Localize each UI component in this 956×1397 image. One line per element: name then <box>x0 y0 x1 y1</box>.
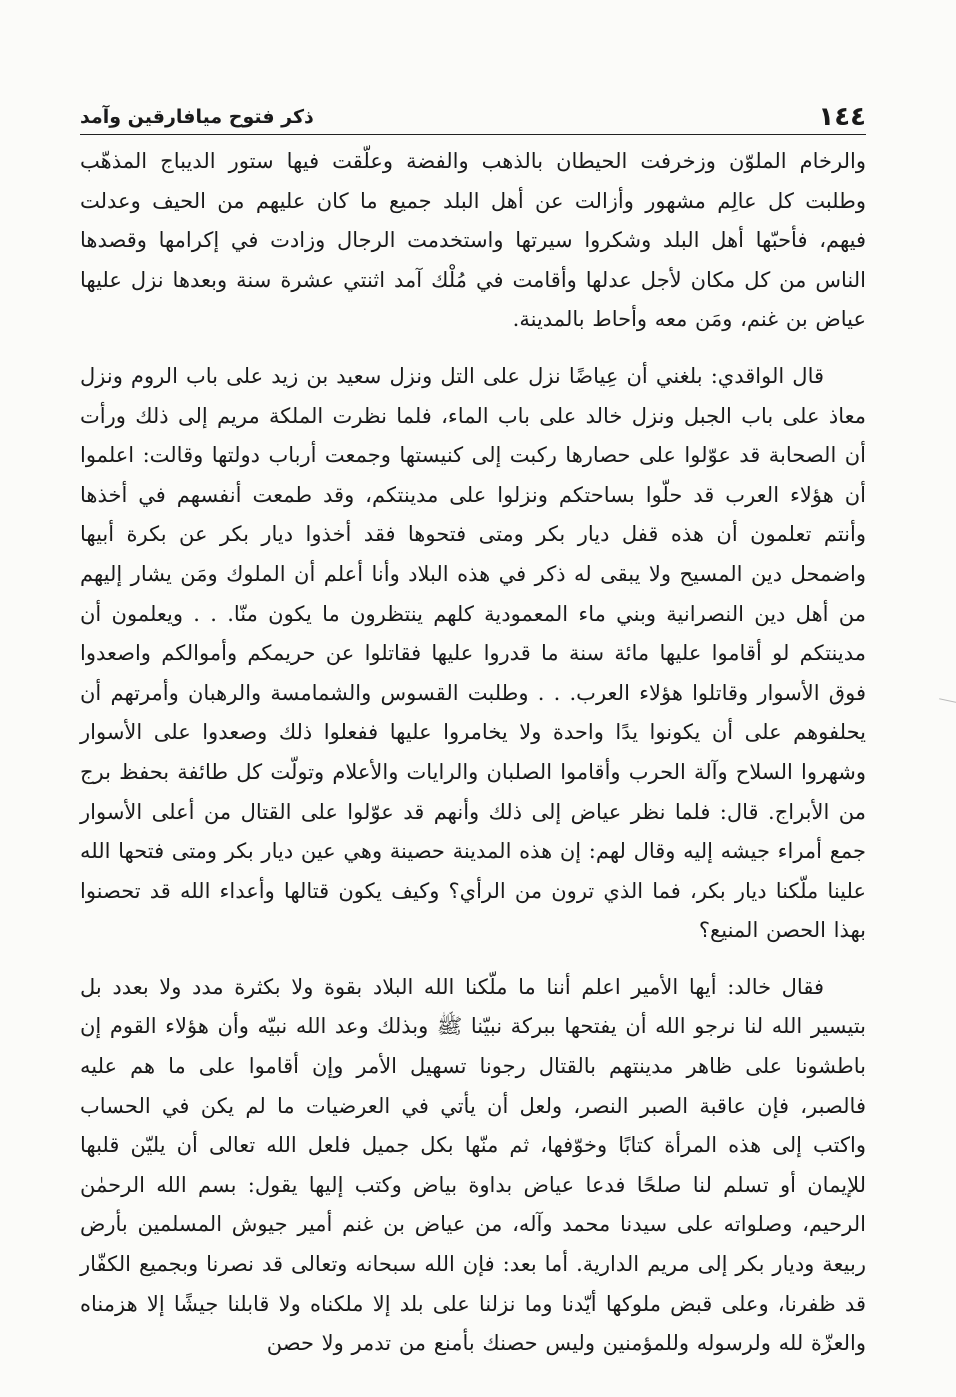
page-number: ١٤٤ <box>818 102 866 132</box>
running-title: ذكر فتوح ميافارقين وآمد <box>80 106 314 128</box>
page-header <box>80 94 866 134</box>
paragraph-2: قال الواقدي: بلغني أن عِياضًا نزل على التل ونزل سعيد بن زيد على باب الروم ونزل معاذ على باب الجبل ونزل خالد على باب الماء، فلما نظرت الملكة مريم إلى ذلك ورأت أن الصحابة قد عوّلوا على حصارها ركبت إلى كنيستها وجمعت أرباب دولتها وقالت: اعلموا أن هؤلاء العرب قد حلّوا بساحتكم ونزلوا على مدينتكم، وقد طمعت أنفسهم في أخذها وأنتم تعلمون أن هذه قفل ديار بكر ومتى فتحوها فقد أخذوا ديار بكر عن بكرة أبيها واضمحل دين المسيح ولا يبقى له ذكر في هذه البلاد وأنا أعلم أن الملوك ومَن يشار إليهم من أهل دين النصرانية وبني ماء المعمودية كلهم ينتظرون ما يكون منّا. . . ويعلمون أن مدينتكم لو أقاموا عليها مائة سنة ما قدروا عليها فقاتلوا عن حريمكم وأموالكم واصعدوا فوق الأسوار وقاتلوا هؤلاء العرب. . . وطلبت القسوس والشمامسة والرهبان وأمرتهم أن يحلفوهم على أن يكونوا يدًا واحدة ولا يخامروا عليها ففعلوا ذلك وصعدوا على الأسوار وشهروا السلاح وآلة الحرب وأقاموا الصلبان والرايات والأعلام وتولّت كل طائفة بحفظ برج من الأبراج. قال: فلما نظر عياض إلى ذلك وأنهم قد عوّلوا على القتال من أعلى الأسوار جمع أمراء جيشه إليه وقال لهم: إن هذه المدينة حصينة وهي عين ديار بكر ومتى فتحها الله علينا ملّكنا ديار بكر، فما الذي ترون من الرأي؟ وكيف يكون قتالها وأعداء الله قد تحصنوا بهذا الحصن المنيع؟ <box>80 363 866 943</box>
main-text <box>80 142 866 1364</box>
scan-artifact <box>937 698 956 713</box>
paragraph-3: فقال خالد: أيها الأمير اعلم أننا ما ملّكنا الله البلاد بقوة ولا بكثرة مدد ولا بعدد بل بتيسير الله لنا نرجو الله أن يفتحها ببركة نبيّنا ﷺ وبذلك وعد الله نبيّه وأن هؤلاء القوم إن باطشونا على ظاهر مدينتهم بالقتال رجونا تسهيل الأمر وإن أقاموا على ما هم عليه فالصبر، فإن عاقبة الصبر النصر، ولعل أن يأتي في العرضيات ما لم يكن في الحساب واكتب إلى هذه المرأة كتابًا وخوّفها، ثم منّها بكل جميل فلعل الله تعالى أن يليّن قلبها للإيمان أو تسلم لنا صلحًا فدعا عياض بداوة بياض وكتب إليها يقول: بسم الله الرحمٰن الرحيم، وصلواته على سيدنا محمد وآله، من عياض بن غنم أمير جيوش المسلمين بأرض ربيعة وديار بكر إلى مريم الدارية. أما بعد: فإن الله سبحانه وتعالى قد نصرنا وبجميع الكفّار قد ظفرنا، وعلى قبض ملوكها أيّدنا وما نزلنا على بلد إلا ملكناه ولا قابلنا جيشًا إلا هزمناه والعزّة لله ولرسوله وللمؤمنين وليس حصنك بأمنع من تدمر ولا حصن <box>80 974 866 1356</box>
paragraph-1: والرخام الملوّن وزخرفت الحيطان بالذهب والفضة وعلّقت فيها ستور الديباج المذهّب وطلبت كل عالِم مشهور وأزالت عن أهل البلد جميع ما كان عليهم من الحيف وعدلت فيهم، فأحبّها أهل البلد وشكروا سيرتها واستخدمت الرجال وزادت في إكرامها وقصدها الناس من كل مكان لأجل عدلها وأقامت في مُلْك آمد اثنتي عشرة سنة وبعدها نزل عليها عياض بن غنم، ومَن معه وأحاط بالمدينة. <box>80 149 866 332</box>
header-divider <box>80 134 866 135</box>
